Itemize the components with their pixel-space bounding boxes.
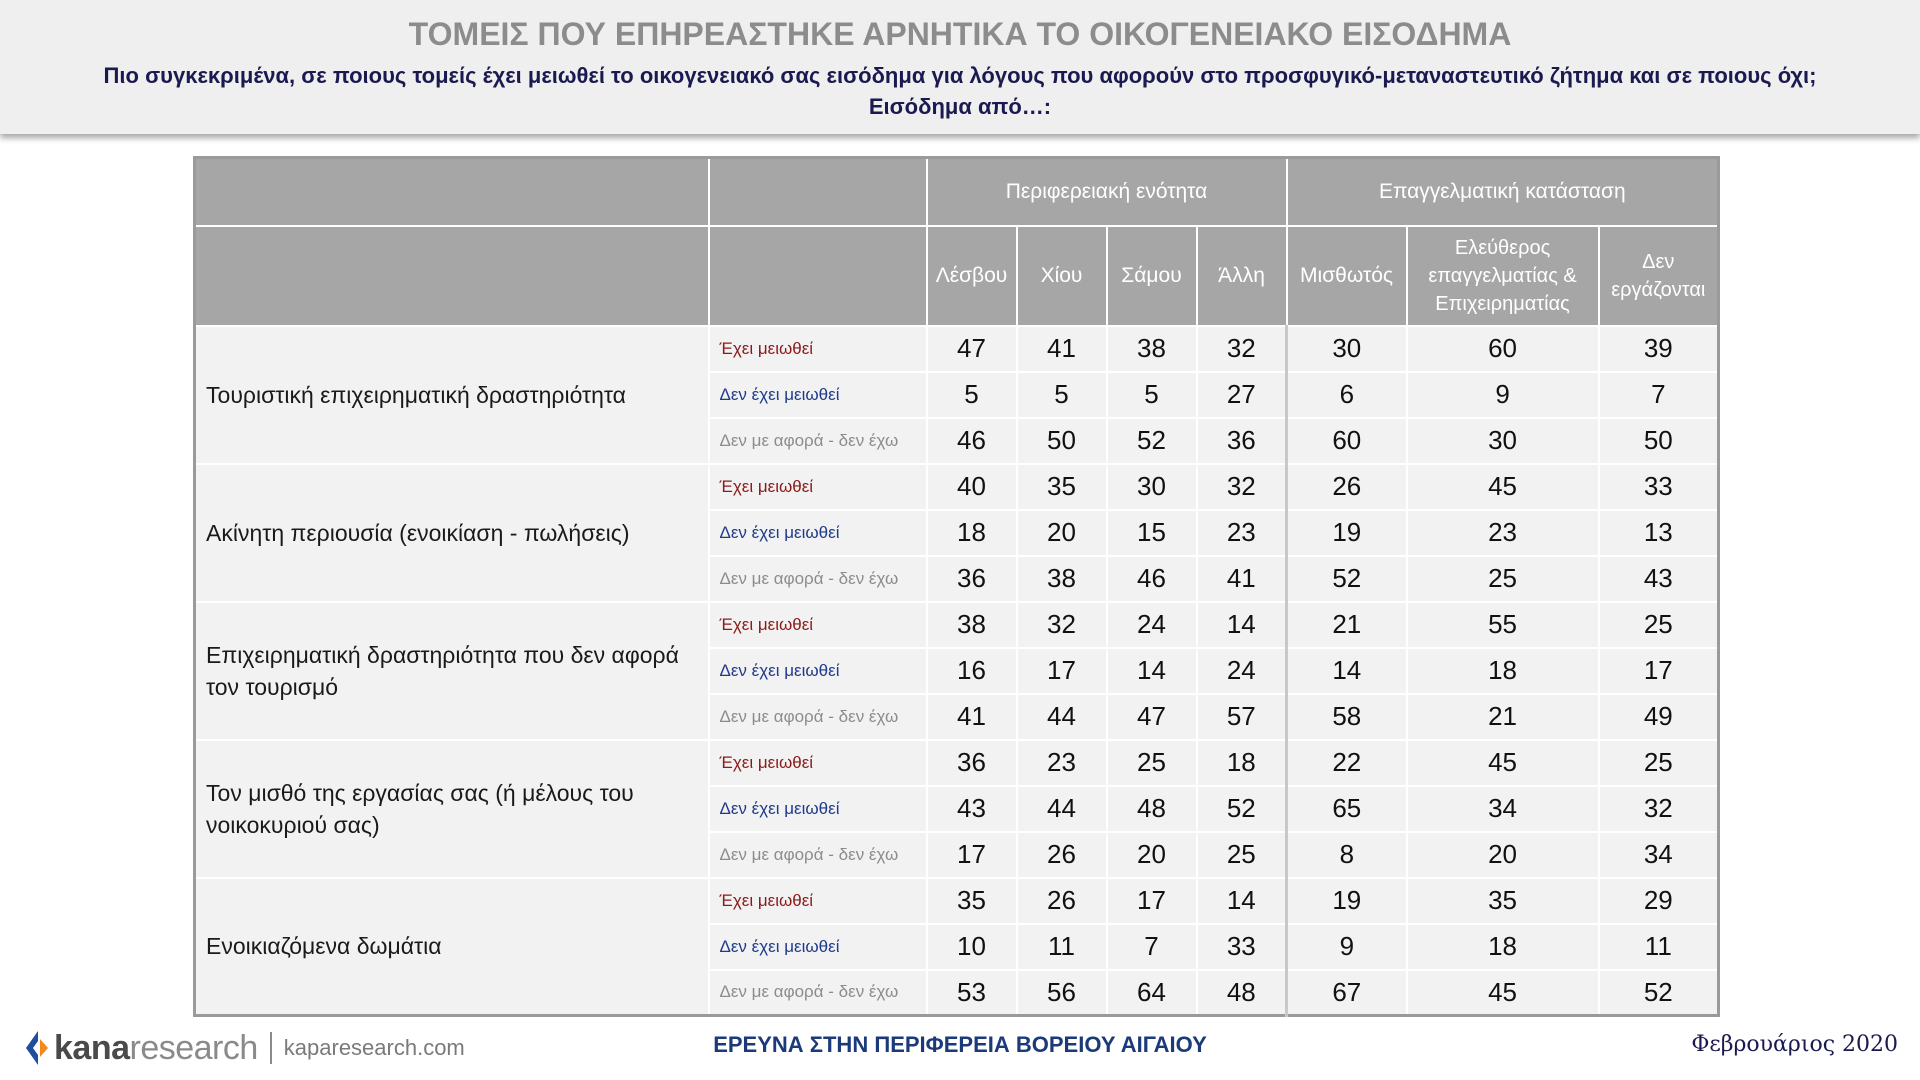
- value-cell: 25: [1197, 832, 1287, 878]
- value-cell: 13: [1599, 510, 1719, 556]
- value-cell: 27: [1197, 372, 1287, 418]
- value-cell: 7: [1107, 924, 1197, 970]
- value-cell: 35: [1017, 464, 1107, 510]
- logo-wordmark-light: research: [129, 1028, 258, 1067]
- value-cell: 7: [1599, 372, 1719, 418]
- response-label: Δεν με αφορά - δεν έχω: [709, 556, 927, 602]
- value-cell: 44: [1017, 786, 1107, 832]
- value-cell: 43: [927, 786, 1017, 832]
- value-cell: 14: [1287, 648, 1407, 694]
- value-cell: 25: [1599, 602, 1719, 648]
- value-cell: 20: [1017, 510, 1107, 556]
- page-subtitle: [0, 60, 1920, 122]
- value-cell: 32: [1197, 326, 1287, 372]
- response-label: Δεν με αφορά - δεν έχω: [709, 418, 927, 464]
- value-cell: 38: [927, 602, 1017, 648]
- value-cell: 41: [1017, 326, 1107, 372]
- sector-label: Τον μισθό της εργασίας σας (ή μέλους του νοικοκυριού σας): [195, 740, 709, 878]
- value-cell: 41: [927, 694, 1017, 740]
- value-cell: 35: [927, 878, 1017, 924]
- value-cell: 50: [1017, 418, 1107, 464]
- value-cell: 19: [1287, 878, 1407, 924]
- slide-footer: [0, 1020, 1920, 1080]
- value-cell: 56: [1017, 970, 1107, 1016]
- website-url: kaparesearch.com: [283, 1035, 465, 1060]
- value-cell: 18: [1407, 648, 1599, 694]
- value-cell: 40: [927, 464, 1017, 510]
- table-row: [195, 602, 1719, 648]
- results-table: [193, 156, 1720, 1017]
- value-cell: 9: [1287, 924, 1407, 970]
- value-cell: 16: [927, 648, 1017, 694]
- column-header-other: Άλλη: [1197, 226, 1287, 326]
- logo-wordmark-bold: kana: [54, 1028, 130, 1067]
- value-cell: 47: [1107, 694, 1197, 740]
- response-label: Έχει μειωθεί: [709, 602, 927, 648]
- value-cell: 30: [1287, 326, 1407, 372]
- value-cell: 55: [1407, 602, 1599, 648]
- value-cell: 24: [1197, 648, 1287, 694]
- column-header-not-working: Δεν εργάζονται: [1599, 226, 1719, 326]
- table-row: [195, 878, 1719, 924]
- value-cell: 52: [1287, 556, 1407, 602]
- value-cell: 67: [1287, 970, 1407, 1016]
- value-cell: 5: [1107, 372, 1197, 418]
- value-cell: 64: [1107, 970, 1197, 1016]
- value-cell: 11: [1017, 924, 1107, 970]
- subtitle-question: Πιο συγκεκριμένα, σε ποιους τομείς έχει μειωθεί το οικογενειακό σας εισόδημα για λόγους που αφορούν στο προσφυγικό-μεταναστευτικό ζήτημα και σε ποιους όχι;: [103, 63, 1817, 88]
- response-label: Δεν έχει μειωθεί: [709, 510, 927, 556]
- response-label: Έχει μειωθεί: [709, 326, 927, 372]
- value-cell: 21: [1407, 694, 1599, 740]
- response-label: Δεν έχει μειωθεί: [709, 372, 927, 418]
- value-cell: 15: [1107, 510, 1197, 556]
- sector-label: Επιχειρηματική δραστηριότητα που δεν αφορά τον τουρισμό: [195, 602, 709, 740]
- value-cell: 36: [1197, 418, 1287, 464]
- table-row: [195, 740, 1719, 786]
- group-header-employment: Επαγγελματική κατάσταση: [1287, 158, 1719, 226]
- header-blank-response-2: [709, 226, 927, 326]
- response-label: Δεν έχει μειωθεί: [709, 648, 927, 694]
- table-row: [195, 464, 1719, 510]
- value-cell: 39: [1599, 326, 1719, 372]
- value-cell: 14: [1197, 878, 1287, 924]
- value-cell: 14: [1197, 602, 1287, 648]
- column-header-chios: Χίου: [1017, 226, 1107, 326]
- value-cell: 18: [1407, 924, 1599, 970]
- value-cell: 47: [927, 326, 1017, 372]
- table-body: [195, 326, 1719, 1016]
- sector-label: Ενοικιαζόμενα δωμάτια: [195, 878, 709, 1016]
- value-cell: 34: [1599, 832, 1719, 878]
- sector-label: Τουριστική επιχειρηματική δραστηριότητα: [195, 326, 709, 464]
- response-label: Δεν με αφορά - δεν έχω: [709, 970, 927, 1016]
- response-label: Δεν έχει μειωθεί: [709, 924, 927, 970]
- value-cell: 17: [1107, 878, 1197, 924]
- column-header-self-employed: Ελεύθερος επαγγελματίας & Επιχειρηματίας: [1407, 226, 1599, 326]
- value-cell: 24: [1107, 602, 1197, 648]
- subtitle-prompt: Εισόδημα από…:: [868, 94, 1052, 119]
- value-cell: 25: [1407, 556, 1599, 602]
- value-cell: 20: [1407, 832, 1599, 878]
- value-cell: 34: [1407, 786, 1599, 832]
- value-cell: 23: [1197, 510, 1287, 556]
- value-cell: 25: [1107, 740, 1197, 786]
- results-table-wrap: [193, 156, 1717, 1017]
- value-cell: 9: [1407, 372, 1599, 418]
- value-cell: 5: [1017, 372, 1107, 418]
- value-cell: 32: [1017, 602, 1107, 648]
- value-cell: 36: [927, 556, 1017, 602]
- sector-label: Ακίνητη περιουσία (ενοικίαση - πωλήσεις): [195, 464, 709, 602]
- value-cell: 33: [1197, 924, 1287, 970]
- value-cell: 43: [1599, 556, 1719, 602]
- value-cell: 65: [1287, 786, 1407, 832]
- value-cell: 44: [1017, 694, 1107, 740]
- value-cell: 26: [1017, 878, 1107, 924]
- value-cell: 60: [1407, 326, 1599, 372]
- value-cell: 32: [1599, 786, 1719, 832]
- page-title: ΤΟΜΕΙΣ ΠΟΥ ΕΠΗΡΕΑΣΤΗΚΕ ΑΡΝΗΤΙΚΑ ΤΟ ΟΙΚΟΓΕΝΕΙΑΚΟ ΕΙΣΟΔΗΜΑ: [408, 16, 1512, 52]
- value-cell: 46: [1107, 556, 1197, 602]
- value-cell: 22: [1287, 740, 1407, 786]
- value-cell: 26: [1287, 464, 1407, 510]
- value-cell: 19: [1287, 510, 1407, 556]
- value-cell: 21: [1287, 602, 1407, 648]
- value-cell: 46: [927, 418, 1017, 464]
- value-cell: 17: [927, 832, 1017, 878]
- column-header-salaried: Μισθωτός: [1287, 226, 1407, 326]
- value-cell: 33: [1599, 464, 1719, 510]
- header-blank-sector-2: [195, 226, 709, 326]
- value-cell: 5: [927, 372, 1017, 418]
- value-cell: 11: [1599, 924, 1719, 970]
- response-label: Δεν έχει μειωθεί: [709, 786, 927, 832]
- value-cell: 41: [1197, 556, 1287, 602]
- value-cell: 38: [1107, 326, 1197, 372]
- value-cell: 53: [927, 970, 1017, 1016]
- response-label: Δεν με αφορά - δεν έχω: [709, 832, 927, 878]
- value-cell: 50: [1599, 418, 1719, 464]
- value-cell: 23: [1017, 740, 1107, 786]
- value-cell: 30: [1107, 464, 1197, 510]
- value-cell: 45: [1407, 740, 1599, 786]
- value-cell: 18: [927, 510, 1017, 556]
- value-cell: 20: [1107, 832, 1197, 878]
- header-blank-sector: [195, 158, 709, 226]
- value-cell: 25: [1599, 740, 1719, 786]
- value-cell: 58: [1287, 694, 1407, 740]
- value-cell: 45: [1407, 464, 1599, 510]
- header-row-columns: [195, 226, 1719, 326]
- value-cell: 29: [1599, 878, 1719, 924]
- header-blank-response: [709, 158, 927, 226]
- column-header-samos: Σάμου: [1107, 226, 1197, 326]
- value-cell: 17: [1599, 648, 1719, 694]
- value-cell: 30: [1407, 418, 1599, 464]
- value-cell: 60: [1287, 418, 1407, 464]
- value-cell: 14: [1107, 648, 1197, 694]
- response-label: Έχει μειωθεί: [709, 464, 927, 510]
- value-cell: 6: [1287, 372, 1407, 418]
- value-cell: 57: [1197, 694, 1287, 740]
- response-label: Έχει μειωθεί: [709, 878, 927, 924]
- group-header-region: Περιφερειακή ενότητα: [927, 158, 1287, 226]
- value-cell: 17: [1017, 648, 1107, 694]
- response-label: Έχει μειωθεί: [709, 740, 927, 786]
- response-label: Δεν με αφορά - δεν έχω: [709, 694, 927, 740]
- value-cell: 52: [1599, 970, 1719, 1016]
- value-cell: 8: [1287, 832, 1407, 878]
- value-cell: 35: [1407, 878, 1599, 924]
- value-cell: 36: [927, 740, 1017, 786]
- table-row: [195, 326, 1719, 372]
- header-row-groups: [195, 158, 1719, 226]
- value-cell: 45: [1407, 970, 1599, 1016]
- survey-date: Φεβρουάριος 2020: [1691, 1032, 1898, 1057]
- value-cell: 38: [1017, 556, 1107, 602]
- column-header-lesvos: Λέσβου: [927, 226, 1017, 326]
- value-cell: 48: [1107, 786, 1197, 832]
- value-cell: 52: [1197, 786, 1287, 832]
- value-cell: 48: [1197, 970, 1287, 1016]
- value-cell: 18: [1197, 740, 1287, 786]
- slide-header: [0, 0, 1920, 134]
- survey-name: ΕΡΕΥΝΑ ΣΤΗΝ ΠΕΡΙΦΕΡΕΙΑ ΒΟΡΕΙΟΥ ΑΙΓΑΙΟΥ: [713, 1032, 1207, 1057]
- value-cell: 10: [927, 924, 1017, 970]
- value-cell: 32: [1197, 464, 1287, 510]
- value-cell: 49: [1599, 694, 1719, 740]
- value-cell: 52: [1107, 418, 1197, 464]
- value-cell: 26: [1017, 832, 1107, 878]
- value-cell: 23: [1407, 510, 1599, 556]
